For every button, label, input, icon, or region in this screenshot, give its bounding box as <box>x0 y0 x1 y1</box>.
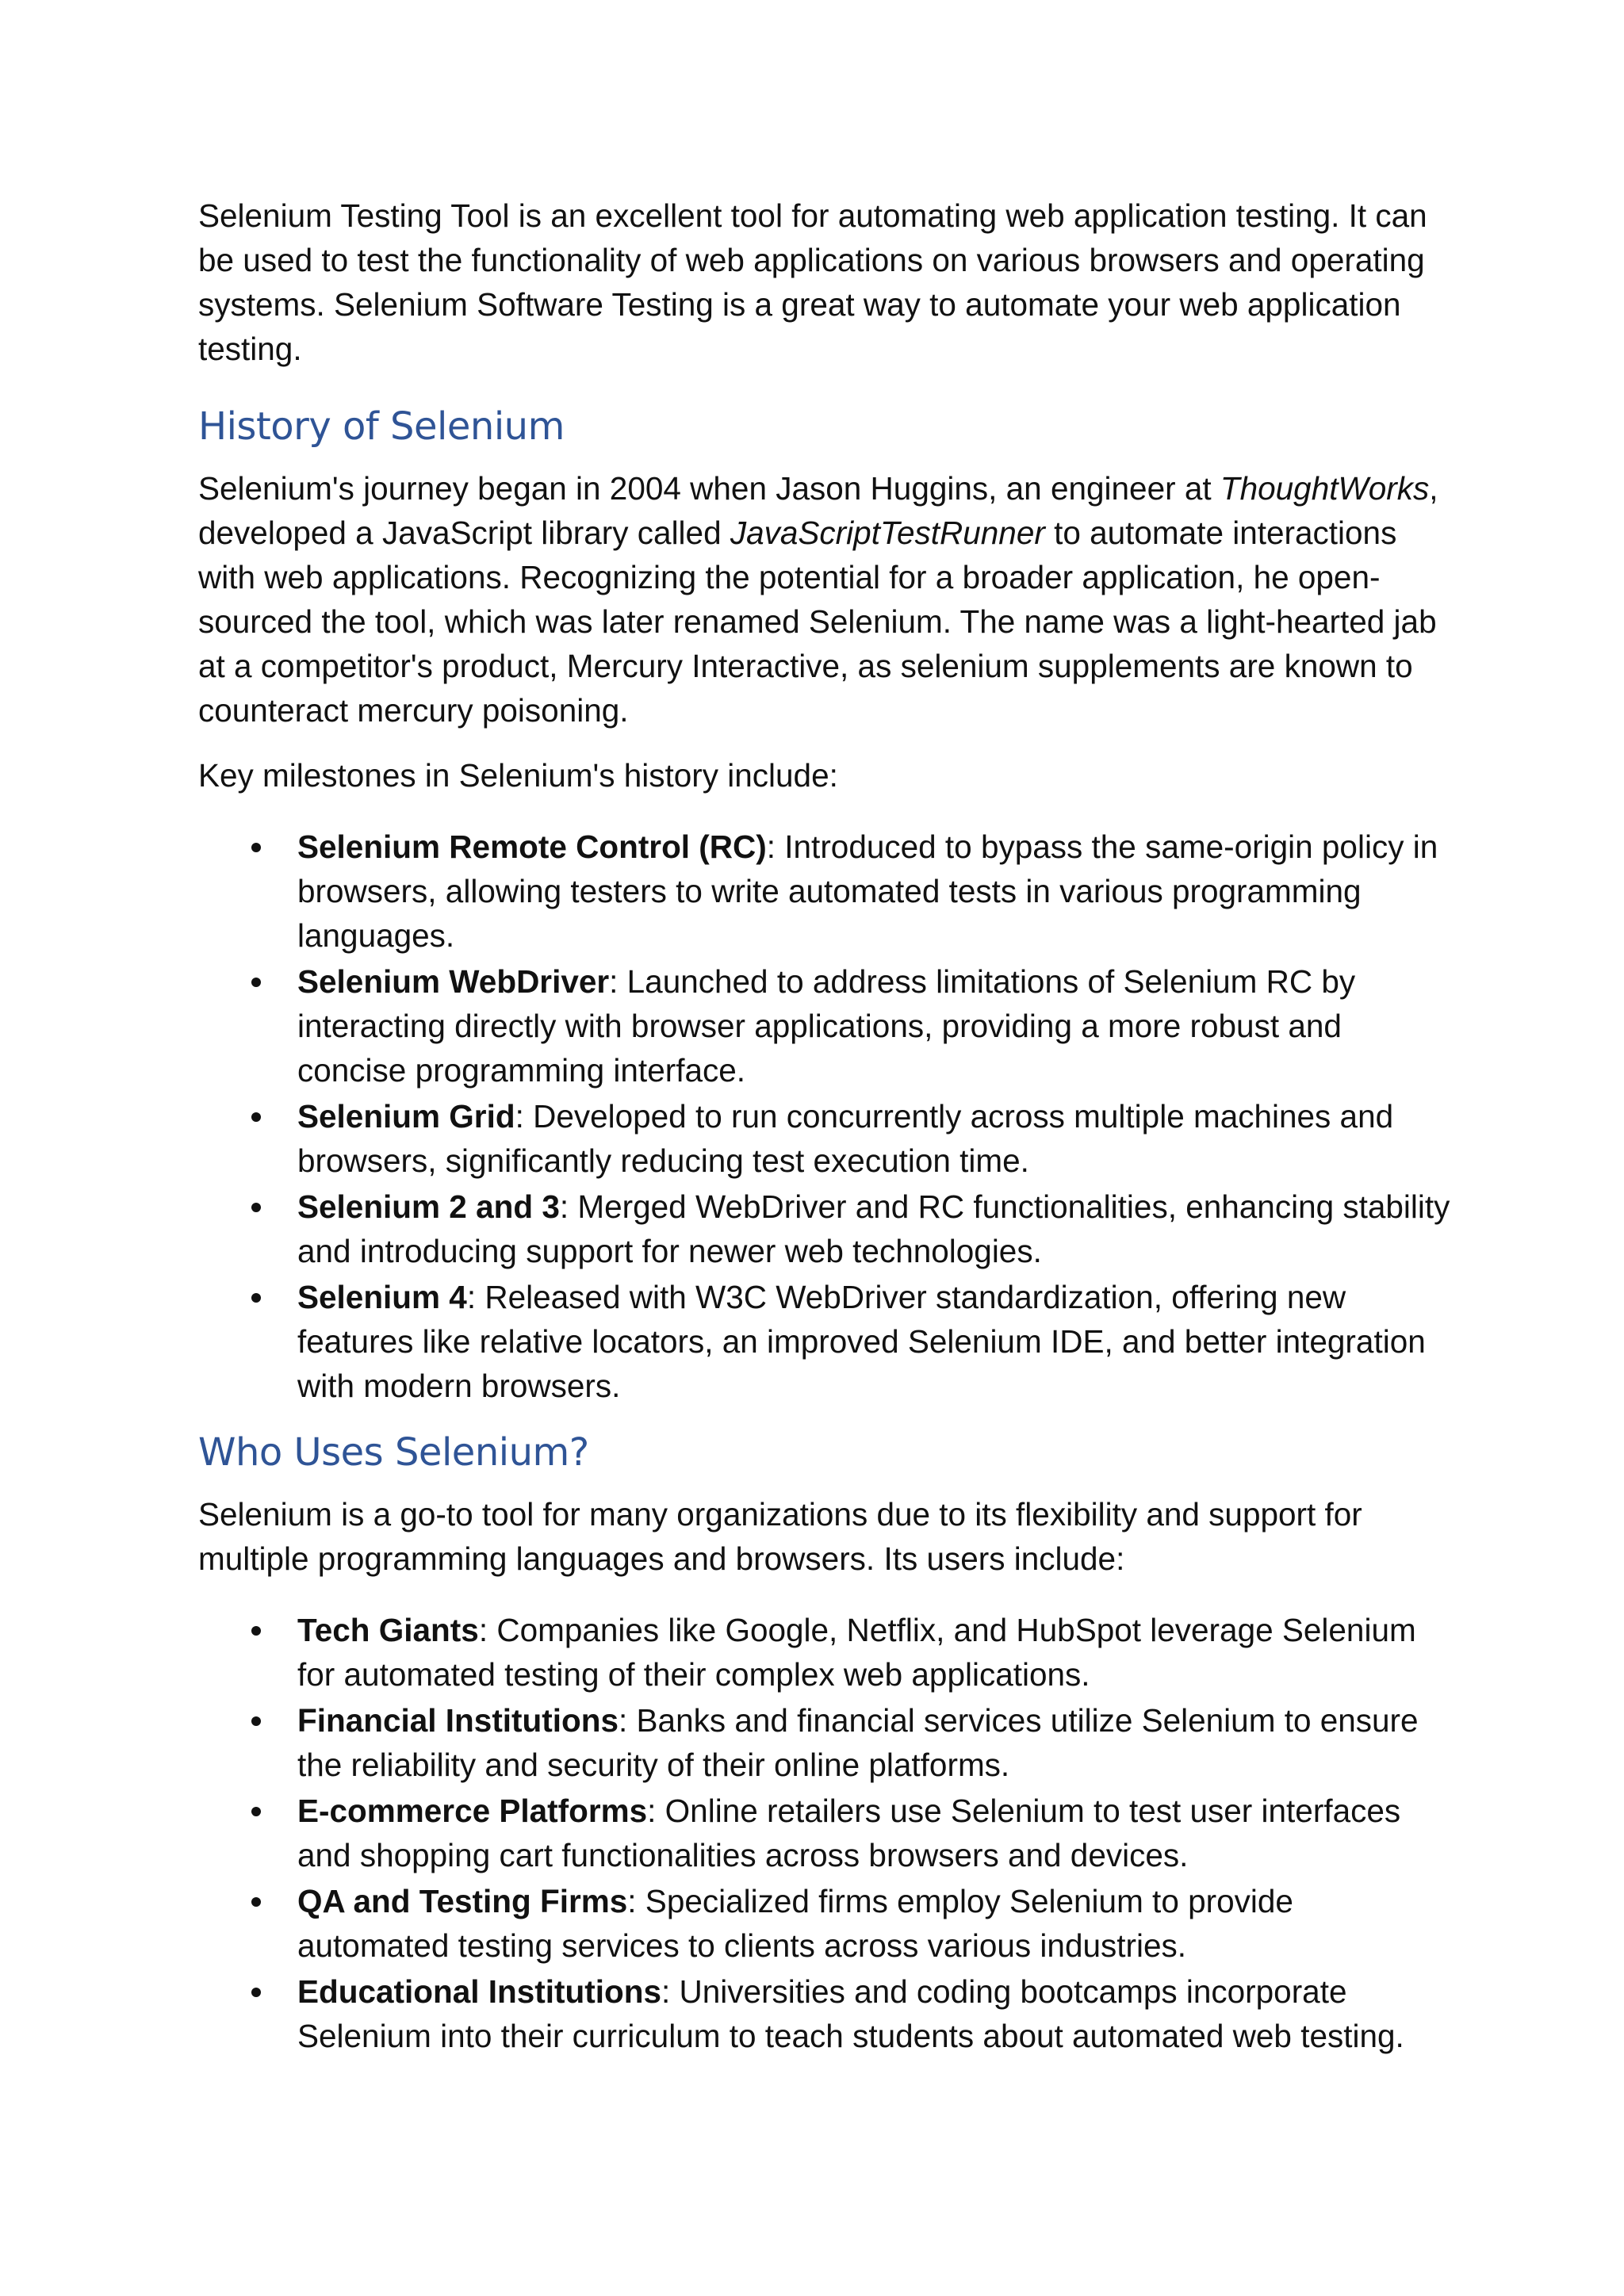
users-list <box>198 1608 1451 2058</box>
list-item-text: : Developed to run concurrently across multiple machines and browsers, significantly reducing test execution time. <box>297 1098 1394 1179</box>
list-item-text: : Merged WebDriver and RC functionalities, enhancing stability and introducing support for newer web technologies. <box>297 1188 1450 1269</box>
list-item <box>198 825 1451 958</box>
list-item-text: : Universities and coding bootcamps incorporate Selenium into their curriculum to teach students about automated web testing. <box>297 1973 1404 2054</box>
list-item <box>198 1879 1451 1968</box>
list-item <box>198 959 1451 1093</box>
list-item-term: QA and Testing Firms <box>297 1883 628 1919</box>
bullet-icon <box>251 1203 261 1212</box>
history-text-3: to automate interactions with web applications. Recognizing the potential for a broader application, he open-sourced the tool, which was later renamed Selenium. The name was a light-hearted jab at a competitor's product, Mercury Interactive, as selenium supplements are known to counteract mercury poisoning. <box>198 515 1437 729</box>
history-text-1: Selenium's journey began in 2004 when Jason Huggins, an engineer at <box>198 470 1220 507</box>
bullet-icon <box>251 1626 261 1636</box>
bullet-icon <box>251 1716 261 1726</box>
users-heading: Who Uses Selenium? <box>198 1430 589 1475</box>
list-item-text: : Launched to address limitations of Selenium RC by interacting directly with browser applications, providing a more robust and concise programming interface. <box>297 963 1356 1089</box>
history-paragraph <box>198 466 1451 733</box>
milestones-intro: Key milestones in Selenium's history include: <box>198 757 838 794</box>
bullet-icon <box>251 978 261 987</box>
list-item-term: E-commerce Platforms <box>297 1793 648 1829</box>
list-item-term: Educational Institutions <box>297 1973 662 2010</box>
list-item-term: Selenium Remote Control (RC) <box>297 828 767 865</box>
list-item-text: : Banks and financial services utilize Selenium to ensure the reliability and security of their online platforms. <box>297 1702 1419 1783</box>
bullet-icon <box>251 843 261 852</box>
list-item <box>198 1969 1451 2058</box>
list-item-text: : Online retailers use Selenium to test user interfaces and shopping cart functionalities across browsers and devices. <box>297 1793 1401 1873</box>
bullet-icon <box>251 1807 261 1816</box>
list-item-term: Selenium 2 and 3 <box>297 1188 560 1225</box>
history-text-2: , developed a JavaScript library called <box>198 470 1438 551</box>
list-item-term: Selenium Grid <box>297 1098 515 1135</box>
list-item-term: Selenium 4 <box>297 1279 467 1315</box>
list-item-text: : Introduced to bypass the same-origin policy in browsers, allowing testers to write automated tests in various programming languages. <box>297 828 1438 954</box>
users-intro: Selenium is a go-to tool for many organizations due to its flexibility and support for multiple programming languages and browsers. Its users include: <box>198 1496 1362 1577</box>
list-item-text: : Specialized firms employ Selenium to provide automated testing services to clients across various industries. <box>297 1883 1293 1964</box>
list-item-term: Financial Institutions <box>297 1702 619 1739</box>
document-page <box>198 193 1451 2079</box>
list-item-term: Tech Giants <box>297 1612 479 1648</box>
history-heading: History of Selenium <box>198 404 565 449</box>
bullet-icon <box>251 1112 261 1122</box>
list-item <box>198 1698 1451 1787</box>
list-item-term: Selenium WebDriver <box>297 963 610 1000</box>
thoughtworks-text: ThoughtWorks <box>1220 470 1430 507</box>
list-item <box>198 1184 1451 1273</box>
list-item <box>198 1094 1451 1183</box>
javascripttestrunner-text: JavaScriptTestRunner <box>730 515 1045 551</box>
bullet-icon <box>251 1293 261 1303</box>
intro-paragraph: Selenium Testing Tool is an excellent tool for automating web application testing. It can be used to test the functionality of web applications on various browsers and operating systems. Selenium Software Testing is a great way to automate your web application testing. <box>198 197 1427 367</box>
list-item <box>198 1789 1451 1877</box>
list-item <box>198 1608 1451 1697</box>
milestones-list <box>198 825 1451 1408</box>
list-item-text: : Released with W3C WebDriver standardization, offering new features like relative locators, an improved Selenium IDE, and better integration with modern browsers. <box>297 1279 1426 1404</box>
list-item <box>198 1275 1451 1408</box>
bullet-icon <box>251 1988 261 1997</box>
bullet-icon <box>251 1897 261 1907</box>
list-item-text: : Companies like Google, Netflix, and HubSpot leverage Selenium for automated testing of their complex web applications. <box>297 1612 1416 1693</box>
